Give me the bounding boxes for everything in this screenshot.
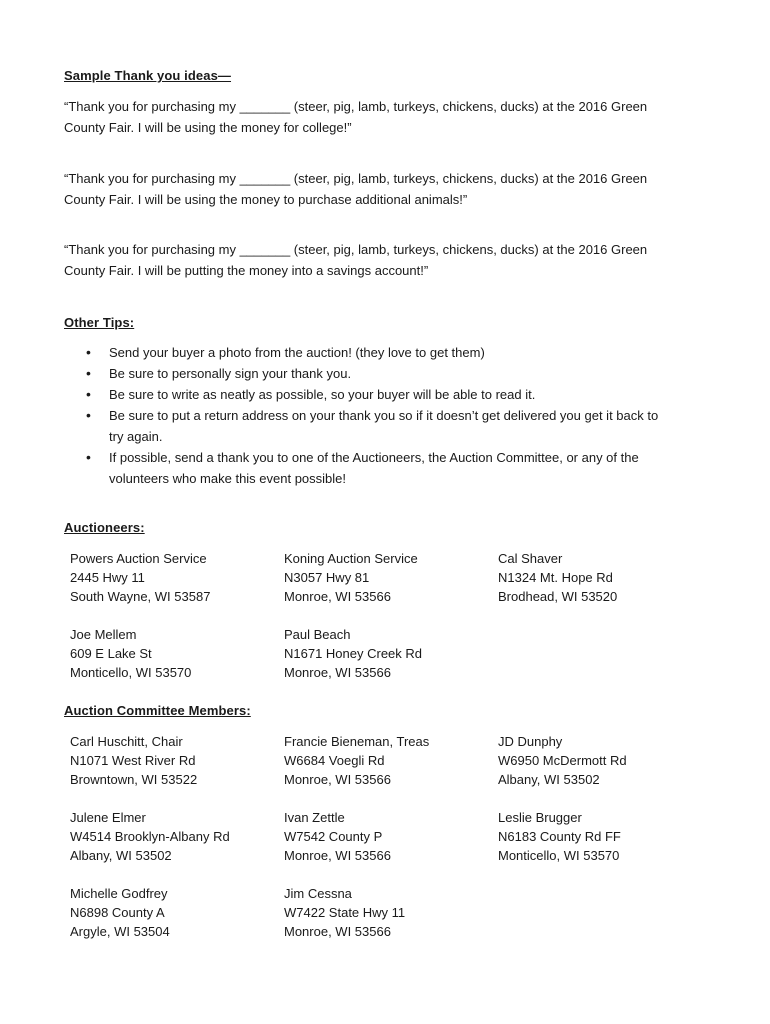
member-street: N6898 County A	[70, 905, 165, 920]
member-street: W6950 McDermott Rd	[498, 753, 627, 768]
member-street: W7422 State Hwy 11	[284, 905, 406, 920]
auctioneer-street: N3057 Hwy 81	[284, 570, 370, 585]
sample-3-line1: “Thank you for purchasing my _______ (steer, pig, lamb, turkeys, chickens, ducks) at the 2016 Green	[64, 242, 648, 257]
tip-4-line1: Be sure to put a return address on your thank you so if it doesn’t get delivered you get it back to	[109, 408, 659, 423]
member-street: N6183 County Rd FF	[498, 829, 621, 844]
tips-heading: Other Tips:	[64, 315, 135, 330]
tip-item	[64, 363, 714, 384]
tip-1-line1: Send your buyer a photo from the auction! (they love to get them)	[109, 345, 485, 360]
tip-2-line1: Be sure to personally sign your thank you.	[109, 366, 352, 381]
sample-1-line1: “Thank you for purchasing my _______ (steer, pig, lamb, turkeys, chickens, ducks) at the 2016 Green	[64, 99, 648, 114]
member-name: Leslie Brugger	[498, 810, 582, 825]
sample-thank-you-1	[64, 96, 704, 138]
sample-2-line1: “Thank you for purchasing my _______ (steer, pig, lamb, turkeys, chickens, ducks) at the 2016 Green	[64, 171, 648, 186]
tip-item	[64, 447, 714, 489]
committee-member-card	[70, 732, 284, 789]
member-name: Michelle Godfrey	[70, 886, 168, 901]
member-city: Monroe, WI 53566	[284, 848, 391, 863]
auctioneers-heading: Auctioneers:	[64, 520, 145, 535]
auctioneer-city: South Wayne, WI 53587	[70, 589, 211, 604]
member-name: Francie Bieneman, Treas	[284, 734, 430, 749]
auctioneer-street: 609 E Lake St	[70, 646, 152, 661]
tip-5-line1: If possible, send a thank you to one of the Auctioneers, the Auction Committee, or any of the	[109, 450, 639, 465]
committee-member-card	[284, 732, 498, 789]
sample-thank-you-2	[64, 168, 704, 210]
sample-1-line2: County Fair. I will be using the money for college!”	[64, 120, 352, 135]
committee-member-card	[70, 884, 284, 941]
member-name: JD Dunphy	[498, 734, 563, 749]
member-city: Monroe, WI 53566	[284, 924, 391, 939]
member-city: Monticello, WI 53570	[498, 848, 620, 863]
member-name: Julene Elmer	[70, 810, 146, 825]
auctioneer-street: N1324 Mt. Hope Rd	[498, 570, 613, 585]
member-name: Jim Cessna	[284, 886, 352, 901]
committee-member-card	[284, 808, 498, 865]
auctioneer-card	[284, 549, 498, 606]
committee-member-card	[284, 884, 498, 941]
committee-grid	[70, 732, 730, 960]
tip-3-line1: Be sure to write as neatly as possible, so your buyer will be able to read it.	[109, 387, 536, 402]
tip-5-line2: volunteers who make this event possible!	[109, 471, 347, 486]
committee-member-card	[498, 732, 712, 789]
sample-3-line2: County Fair. I will be putting the money into a savings account!”	[64, 263, 429, 278]
auctioneer-name: Paul Beach	[284, 627, 351, 642]
auctioneer-name: Koning Auction Service	[284, 551, 418, 566]
member-city: Argyle, WI 53504	[70, 924, 170, 939]
auctioneer-name: Cal Shaver	[498, 551, 563, 566]
tips-list	[64, 342, 714, 489]
member-name: Carl Huschitt, Chair	[70, 734, 183, 749]
auctioneer-city: Brodhead, WI 53520	[498, 589, 618, 604]
sample-heading: Sample Thank you ideas—	[64, 68, 232, 83]
auctioneer-card	[70, 549, 284, 606]
auctioneer-street: N1671 Honey Creek Rd	[284, 646, 423, 661]
member-street: W6684 Voegli Rd	[284, 753, 385, 768]
auctioneers-grid	[70, 549, 730, 701]
member-city: Browntown, WI 53522	[70, 772, 198, 787]
member-street: W4514 Brooklyn-Albany Rd	[70, 829, 230, 844]
auctioneer-city: Monticello, WI 53570	[70, 665, 192, 680]
member-street: W7542 County P	[284, 829, 383, 844]
auctioneer-city: Monroe, WI 53566	[284, 589, 391, 604]
tip-item	[64, 405, 714, 447]
member-city: Albany, WI 53502	[70, 848, 172, 863]
sample-thank-you-3	[64, 239, 704, 281]
tip-item	[64, 342, 714, 363]
member-city: Albany, WI 53502	[498, 772, 600, 787]
auctioneer-city: Monroe, WI 53566	[284, 665, 391, 680]
auctioneer-name: Joe Mellem	[70, 627, 137, 642]
committee-heading: Auction Committee Members:	[64, 703, 251, 718]
auctioneer-card	[70, 625, 284, 682]
tip-item	[64, 384, 714, 405]
member-city: Monroe, WI 53566	[284, 772, 391, 787]
committee-member-card	[498, 808, 712, 865]
member-street: N1071 West River Rd	[70, 753, 196, 768]
auctioneer-street: 2445 Hwy 11	[70, 570, 145, 585]
committee-member-card	[70, 808, 284, 865]
tip-4-line2: try again.	[109, 429, 163, 444]
sample-2-line2: County Fair. I will be using the money to purchase additional animals!”	[64, 192, 468, 207]
auctioneer-card	[284, 625, 498, 682]
auctioneer-name: Powers Auction Service	[70, 551, 207, 566]
auctioneer-card	[498, 549, 712, 606]
member-name: Ivan Zettle	[284, 810, 345, 825]
